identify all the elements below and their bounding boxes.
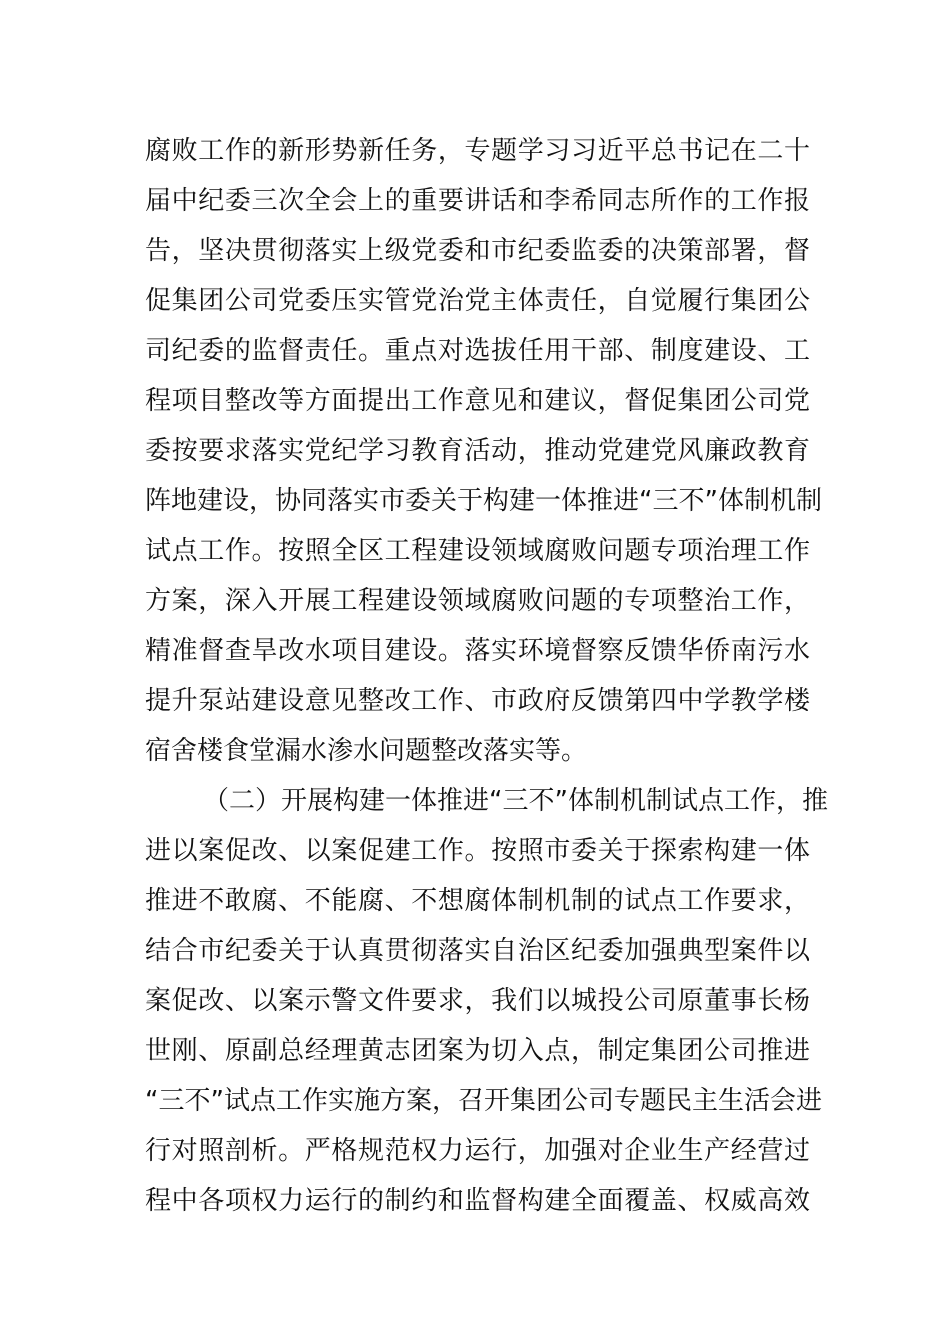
text-line: 方案，深入开展工程建设领域腐败问题的专项整治工作，	[145, 586, 810, 616]
text-line: 精准督查旱改水项目建设。落实环境督察反馈华侨南污水	[145, 636, 810, 666]
text-line: 届中纪委三次全会上的重要讲话和李希同志所作的工作报	[145, 186, 810, 216]
text-line: 告，坚决贯彻落实上级党委和市纪委监委的决策部署，督	[145, 236, 810, 266]
text-line: 促集团公司党委压实管党治党主体责任，自觉履行集团公	[145, 286, 810, 316]
text-line: 进以案促改、以案促建工作。按照市委关于探索构建一体	[145, 836, 810, 866]
text-line: 司纪委的监督责任。重点对选拔任用干部、制度建设、工	[145, 336, 810, 366]
text-line: 试点工作。按照全区工程建设领域腐败问题专项治理工作	[145, 536, 810, 566]
text-line: 腐败工作的新形势新任务，专题学习习近平总书记在二十	[145, 136, 810, 166]
text-line: 阵地建设，协同落实市委关于构建一体推进“三不”体制机制	[145, 486, 822, 516]
section-heading-line: （二）开展构建一体推进“三不”体制机制试点工作，推	[203, 786, 828, 816]
text-line: 行对照剖析。严格规范权力运行，加强对企业生产经营过	[145, 1136, 810, 1166]
text-line: 世刚、原副总经理黄志团案为切入点，制定集团公司推进	[145, 1036, 810, 1066]
text-line: “三不”试点工作实施方案，召开集团公司专题民主生活会进	[145, 1086, 822, 1116]
text-line: 程项目整改等方面提出工作意见和建议，督促集团公司党	[145, 386, 810, 416]
text-line: 提升泵站建设意见整改工作、市政府反馈第四中学教学楼	[145, 686, 810, 716]
text-line: 委按要求落实党纪学习教育活动，推动党建党风廉政教育	[145, 436, 810, 466]
text-line: 案促改、以案示警文件要求，我们以城投公司原董事长杨	[145, 986, 810, 1016]
text-line: 程中各项权力运行的制约和监督构建全面覆盖、权威高效	[145, 1186, 810, 1216]
text-line: 结合市纪委关于认真贯彻落实自治区纪委加强典型案件以	[145, 936, 810, 966]
text-line: 推进不敢腐、不能腐、不想腐体制机制的试点工作要求，	[145, 886, 810, 916]
text-line: 宿舍楼食堂漏水渗水问题整改落实等。	[145, 736, 588, 766]
